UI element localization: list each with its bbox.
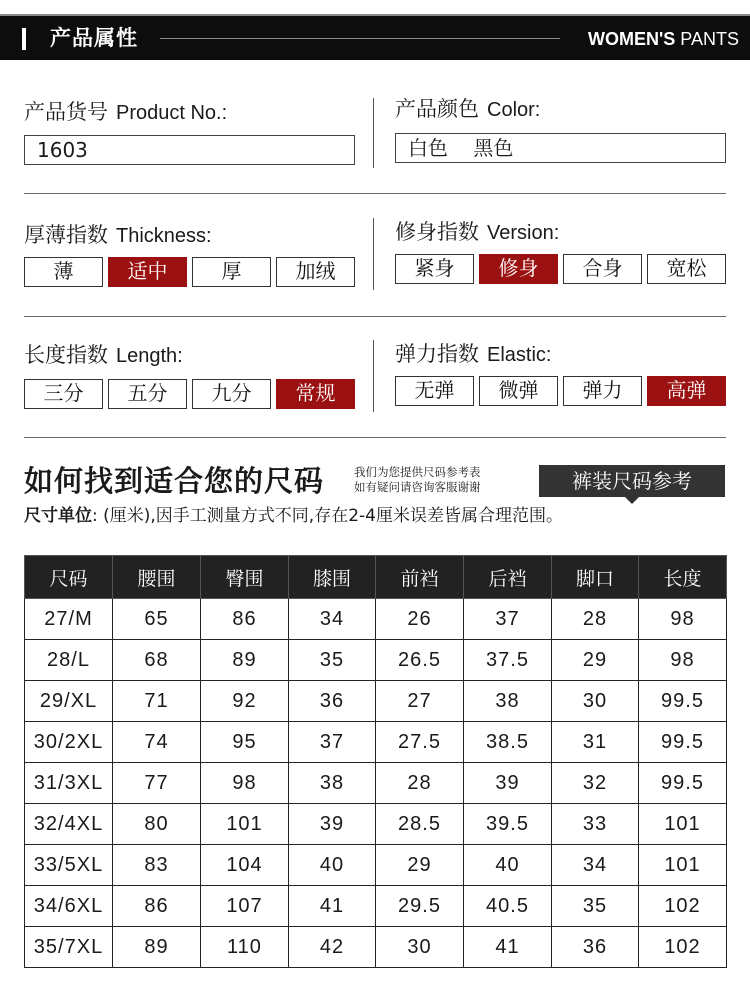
column-divider-1: [373, 98, 374, 168]
table-cell: 30/2XL: [25, 722, 113, 763]
header-front-rise: 前裆: [376, 556, 464, 599]
thickness-option-2: 适中: [108, 257, 187, 287]
table-cell: 26.5: [376, 640, 464, 681]
table-row: [25, 722, 727, 763]
table-cell: 29: [552, 640, 639, 681]
table-cell: 36: [289, 681, 376, 722]
version-option-2: 修身: [479, 254, 558, 284]
section-divider-1: [24, 193, 726, 194]
table-cell: 39.5: [464, 804, 552, 845]
table-row: [25, 804, 727, 845]
table-cell: 38: [289, 763, 376, 804]
product-no-label-cn: 产品货号: [24, 100, 108, 124]
table-cell: 36: [552, 927, 639, 968]
table-cell: 28: [376, 763, 464, 804]
table-cell: 68: [113, 640, 201, 681]
table-cell: 28/L: [25, 640, 113, 681]
table-cell: 29: [376, 845, 464, 886]
table-cell: 40.5: [464, 886, 552, 927]
table-cell: 29/XL: [25, 681, 113, 722]
header-length: 长度: [639, 556, 727, 599]
thickness-label: [24, 222, 212, 249]
product-no-value: 1603: [24, 135, 355, 165]
table-cell: 28: [552, 599, 639, 640]
table-cell: 35/7XL: [25, 927, 113, 968]
table-cell: 37: [289, 722, 376, 763]
table-cell: 71: [113, 681, 201, 722]
version-label-cn: 修身指数: [395, 220, 479, 244]
header-back-rise: 后裆: [464, 556, 552, 599]
table-cell: 101: [639, 845, 727, 886]
length-label: [24, 342, 183, 369]
elastic-label-cn: 弹力指数: [395, 342, 479, 366]
thickness-label-cn: 厚薄指数: [24, 223, 108, 247]
table-cell: 42: [289, 927, 376, 968]
thickness-option-3: 厚: [192, 257, 271, 287]
version-label-en: Version:: [487, 222, 560, 244]
table-cell: 30: [376, 927, 464, 968]
version-option-1: 紧身: [395, 254, 474, 284]
version-label: [395, 219, 559, 246]
table-cell: 38: [464, 681, 552, 722]
table-cell: 28.5: [376, 804, 464, 845]
length-label-cn: 长度指数: [24, 343, 108, 367]
table-cell: 27.5: [376, 722, 464, 763]
table-cell: 89: [113, 927, 201, 968]
table-cell: 33/5XL: [25, 845, 113, 886]
size-table: [24, 555, 727, 968]
length-option-4: 常规: [276, 379, 355, 409]
color-value: 白色 黑色: [395, 133, 726, 163]
product-no-label-en: Product No.:: [116, 102, 228, 124]
table-cell: 34/6XL: [25, 886, 113, 927]
table-cell: 102: [639, 886, 727, 927]
elastic-option-3: 弹力: [563, 376, 642, 406]
header-accent-bar: [22, 28, 26, 50]
header-en-title: [588, 28, 739, 50]
elastic-label-en: Elastic:: [487, 344, 552, 366]
table-cell: 33: [552, 804, 639, 845]
elastic-option-2: 微弹: [479, 376, 558, 406]
elastic-label: [395, 341, 551, 368]
table-cell: 98: [639, 640, 727, 681]
table-cell: 35: [552, 886, 639, 927]
table-cell: 35: [289, 640, 376, 681]
table-cell: 37: [464, 599, 552, 640]
size-guide-title: 如何找到适合您的尺码: [24, 464, 325, 498]
table-cell: 101: [201, 804, 289, 845]
table-row: [25, 763, 727, 804]
color-label: [395, 96, 540, 123]
table-cell: 34: [289, 599, 376, 640]
header-knee: 膝围: [289, 556, 376, 599]
table-cell: 37.5: [464, 640, 552, 681]
table-cell: 95: [201, 722, 289, 763]
length-option-3: 九分: [192, 379, 271, 409]
table-cell: 34: [552, 845, 639, 886]
table-cell: 38.5: [464, 722, 552, 763]
thickness-option-1: 薄: [24, 257, 103, 287]
header-size: 尺码: [25, 556, 113, 599]
version-option-3: 合身: [563, 254, 642, 284]
thickness-option-4: 加绒: [276, 257, 355, 287]
table-cell: 27: [376, 681, 464, 722]
table-row: [25, 927, 727, 968]
table-cell: 77: [113, 763, 201, 804]
table-cell: 102: [639, 927, 727, 968]
size-guide-note-line1: 我们为您提供尺码参考表: [354, 465, 481, 479]
table-cell: 29.5: [376, 886, 464, 927]
table-header-row: [25, 556, 727, 599]
table-cell: 83: [113, 845, 201, 886]
table-cell: 98: [201, 763, 289, 804]
table-row: [25, 640, 727, 681]
header-leg-opening: 脚口: [552, 556, 639, 599]
table-cell: 39: [289, 804, 376, 845]
table-row: [25, 845, 727, 886]
table-cell: 86: [113, 886, 201, 927]
table-cell: 98: [639, 599, 727, 640]
table-cell: 26: [376, 599, 464, 640]
unit-label: 尺寸单位: [24, 506, 92, 526]
thickness-label-en: Thickness:: [116, 225, 212, 247]
header-title: 产品属性: [50, 26, 138, 50]
unit-note: [24, 505, 563, 527]
section-divider-2: [24, 316, 726, 317]
color-label-cn: 产品颜色: [395, 97, 479, 121]
table-cell: 74: [113, 722, 201, 763]
table-cell: 101: [639, 804, 727, 845]
table-cell: 65: [113, 599, 201, 640]
header-en-rest: PANTS: [675, 29, 739, 49]
section-divider-3: [24, 437, 726, 438]
table-row: [25, 886, 727, 927]
length-option-1: 三分: [24, 379, 103, 409]
table-cell: 41: [464, 927, 552, 968]
table-cell: 41: [289, 886, 376, 927]
color-label-en: Color:: [487, 99, 541, 121]
table-cell: 92: [201, 681, 289, 722]
header-en-bold: WOMEN'S: [588, 29, 676, 49]
header-hip: 臀围: [201, 556, 289, 599]
size-reference-button[interactable]: 裤装尺码参考: [539, 465, 725, 497]
table-cell: 27/M: [25, 599, 113, 640]
size-reference-pointer: [625, 497, 639, 504]
table-cell: 104: [201, 845, 289, 886]
elastic-option-1: 无弹: [395, 376, 474, 406]
table-cell: 32/4XL: [25, 804, 113, 845]
column-divider-2: [373, 218, 374, 290]
table-cell: 31: [552, 722, 639, 763]
table-cell: 99.5: [639, 681, 727, 722]
table-cell: 110: [201, 927, 289, 968]
size-guide-note-line2: 如有疑问请咨询客服谢谢: [354, 480, 481, 494]
unit-text: : (厘米),因手工测量方式不同,存在2-4厘米误差皆属合理范围。: [92, 506, 563, 526]
size-guide-note: [354, 465, 481, 495]
table-cell: 86: [201, 599, 289, 640]
table-cell: 40: [289, 845, 376, 886]
table-cell: 99.5: [639, 722, 727, 763]
elastic-option-4: 高弹: [647, 376, 726, 406]
table-cell: 99.5: [639, 763, 727, 804]
table-cell: 32: [552, 763, 639, 804]
table-cell: 39: [464, 763, 552, 804]
table-cell: 80: [113, 804, 201, 845]
version-option-4: 宽松: [647, 254, 726, 284]
table-cell: 30: [552, 681, 639, 722]
header-waist: 腰围: [113, 556, 201, 599]
table-cell: 107: [201, 886, 289, 927]
table-cell: 40: [464, 845, 552, 886]
table-row: [25, 599, 727, 640]
length-label-en: Length:: [116, 345, 183, 367]
table-row: [25, 681, 727, 722]
length-option-2: 五分: [108, 379, 187, 409]
table-cell: 31/3XL: [25, 763, 113, 804]
product-no-label: [24, 99, 227, 126]
column-divider-3: [373, 340, 374, 412]
header-divider: [160, 38, 560, 39]
table-cell: 89: [201, 640, 289, 681]
